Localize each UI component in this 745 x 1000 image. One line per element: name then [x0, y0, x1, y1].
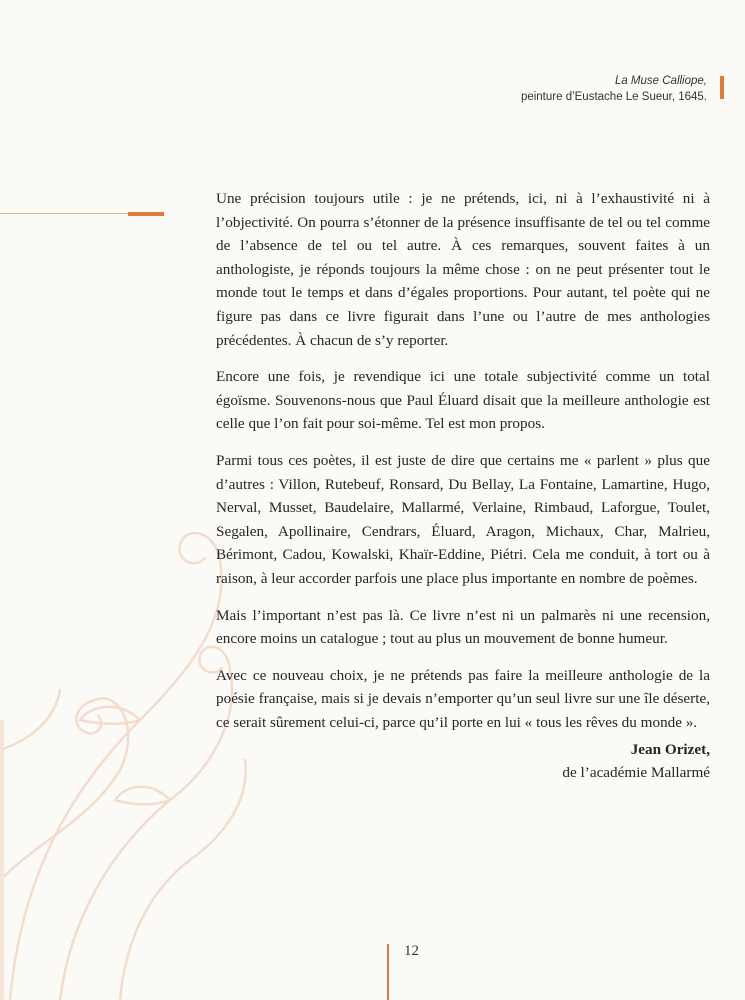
ornament-stem	[120, 760, 246, 1000]
ornament-stem	[0, 690, 60, 750]
caption-title: La Muse Calliope,	[614, 75, 707, 87]
body-text	[216, 187, 710, 747]
margin-rule-accent	[128, 212, 164, 216]
margin-rule	[0, 213, 130, 214]
ornament-curl	[179, 533, 220, 563]
ornament-edge	[0, 720, 4, 1000]
paragraph: Une précision toujours utile : je ne prétends, ici, ni à l’exhaustivité ni à l’objectivité. On pourra s’étonner de la présence insuffisante de tel ou tel comme de l’absence de tel ou tel autre. À ces remarques, souvent faites à un anthologiste, je réponds toujours la même chose : on ne peut présenter tout le monde tout le temps et dans d’égales proportions. Pour autant, tel poète qui ne figure pas dans ce livre figurait dans l’une ou l’autre de mes anthologies précédentes. À chacun de s’y reporter.	[216, 190, 710, 349]
page-number: 12	[404, 943, 419, 959]
author-affiliation: de l’académie Mallarmé	[562, 764, 710, 781]
caption-subtitle: peinture d’Eustache Le Sueur, 1645.	[520, 91, 707, 103]
footer-accent-bar	[387, 944, 389, 1000]
image-caption	[521, 73, 707, 105]
ornament-leaf	[115, 787, 170, 805]
ornament-stem	[10, 560, 222, 1000]
caption-accent-bar	[720, 76, 724, 99]
paragraph: Avec ce nouveau choix, je ne prétends pas faire la meilleure anthologie de la poésie française, mais si je devais n’emporter qu’un seul livre sur une île déserte, ce serait sûrement celui-ci, parce qu’il porte en lui « tous les rêves du monde ».	[216, 666, 710, 731]
paragraph: Encore une fois, je revendique ici une totale subjectivité comme un total égoïsme. Souvenons-nous que Paul Éluard disait que la meilleure anthologie est celle que l’on fait pour soi-même. Tel est mon propos.	[216, 368, 710, 433]
ornament-leaf	[80, 707, 140, 724]
paragraph: Parmi tous ces poètes, il est juste de dire que certains me « parlent » plus que d’autres : Villon, Rutebeuf, Ronsard, Du Bellay, La Fontaine, Lamartine, Hugo, Nerval, Musset, Baudelaire, Mallarmé, Verlaine, Rimbaud, Laforgue, Toulet, Segalen, Apollinaire, Cendrars, Éluard, Aragon, Michaux, Char, Malrieu, Bérimont, Cadou, Kowalski, Khaïr-Eddine, Piétri. Cela me conduit, à tort ou à raison, à leur accorder parfois une place plus importante en nombre de poèmes.	[216, 451, 710, 587]
signature	[562, 738, 710, 784]
ornament-stem	[60, 670, 232, 1000]
author-name: Jean Orizet,	[630, 741, 710, 758]
ornament-curl	[76, 700, 101, 733]
paragraph: Mais l’important n’est pas là. Ce livre n’est ni un palmarès ni une recension, encore moins un catalogue ; tout au plus un mouvement de bonne humeur.	[216, 606, 710, 648]
ornament-stem	[0, 698, 128, 880]
